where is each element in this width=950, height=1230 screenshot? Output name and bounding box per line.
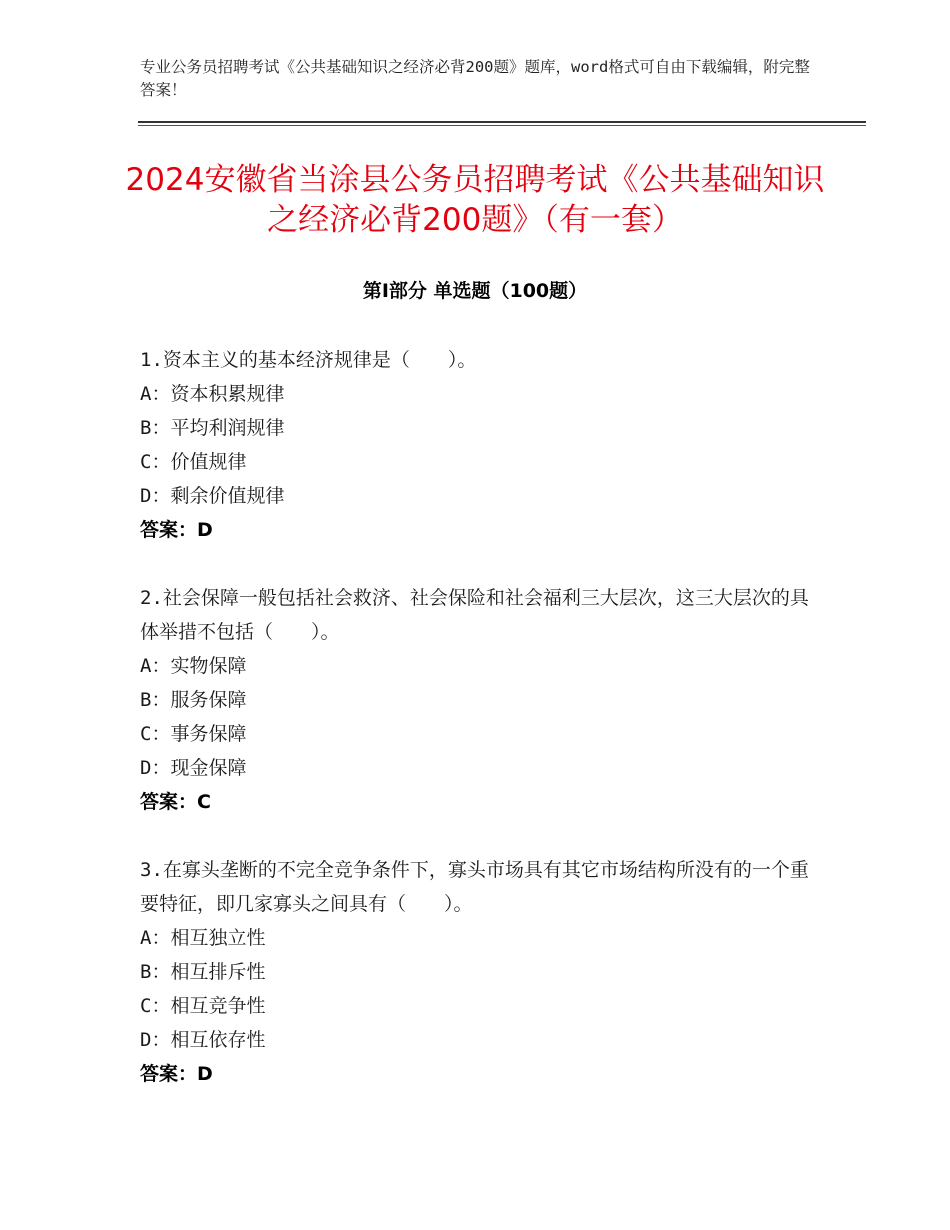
answer: 答案：D [140,1063,213,1085]
option-a: A：资本积累规律 [140,383,285,405]
option-c: C：事务保障 [140,723,247,745]
header-divider-thick [138,121,866,123]
option-d: D：剩余价值规律 [140,485,285,507]
question-stem: 1.资本主义的基本经济规律是（ ）。 [140,349,477,371]
header-divider-thin [138,125,866,126]
question-stem: 3.在寡头垄断的不完全竞争条件下，寡头市场具有其它市场结构所没有的一个重要特征，即几家寡头之间具有（ ）。 [140,859,809,915]
option-d: D：相互依存性 [140,1029,266,1051]
answer: 答案：D [140,519,213,541]
option-b: B：服务保障 [140,689,247,711]
option-a: A：实物保障 [140,655,247,677]
question-3 [140,853,810,1091]
header-note: 专业公务员招聘考试《公共基础知识之经济必背200题》题库，word格式可自由下载编辑，附完整答案！ [140,58,810,99]
answer: 答案：C [140,791,211,813]
question-1 [140,343,810,547]
option-c: C：价值规律 [140,451,247,473]
question-stem: 2.社会保障一般包括社会救济、社会保险和社会福利三大层次，这三大层次的具体举措不包括（ ）。 [140,587,809,643]
option-d: D：现金保障 [140,757,247,779]
option-b: B：相互排斥性 [140,961,266,983]
option-c: C：相互竞争性 [140,995,266,1017]
document-title: 2024安徽省当涂县公务员招聘考试《公共基础知识之经济必背200题》（有一套） [125,162,825,238]
option-b: B：平均利润规律 [140,417,285,439]
question-2 [140,581,810,819]
question-list [140,343,810,1125]
section-title: 第Ⅰ部分 单选题（100题） [362,280,588,302]
option-a: A：相互独立性 [140,927,266,949]
